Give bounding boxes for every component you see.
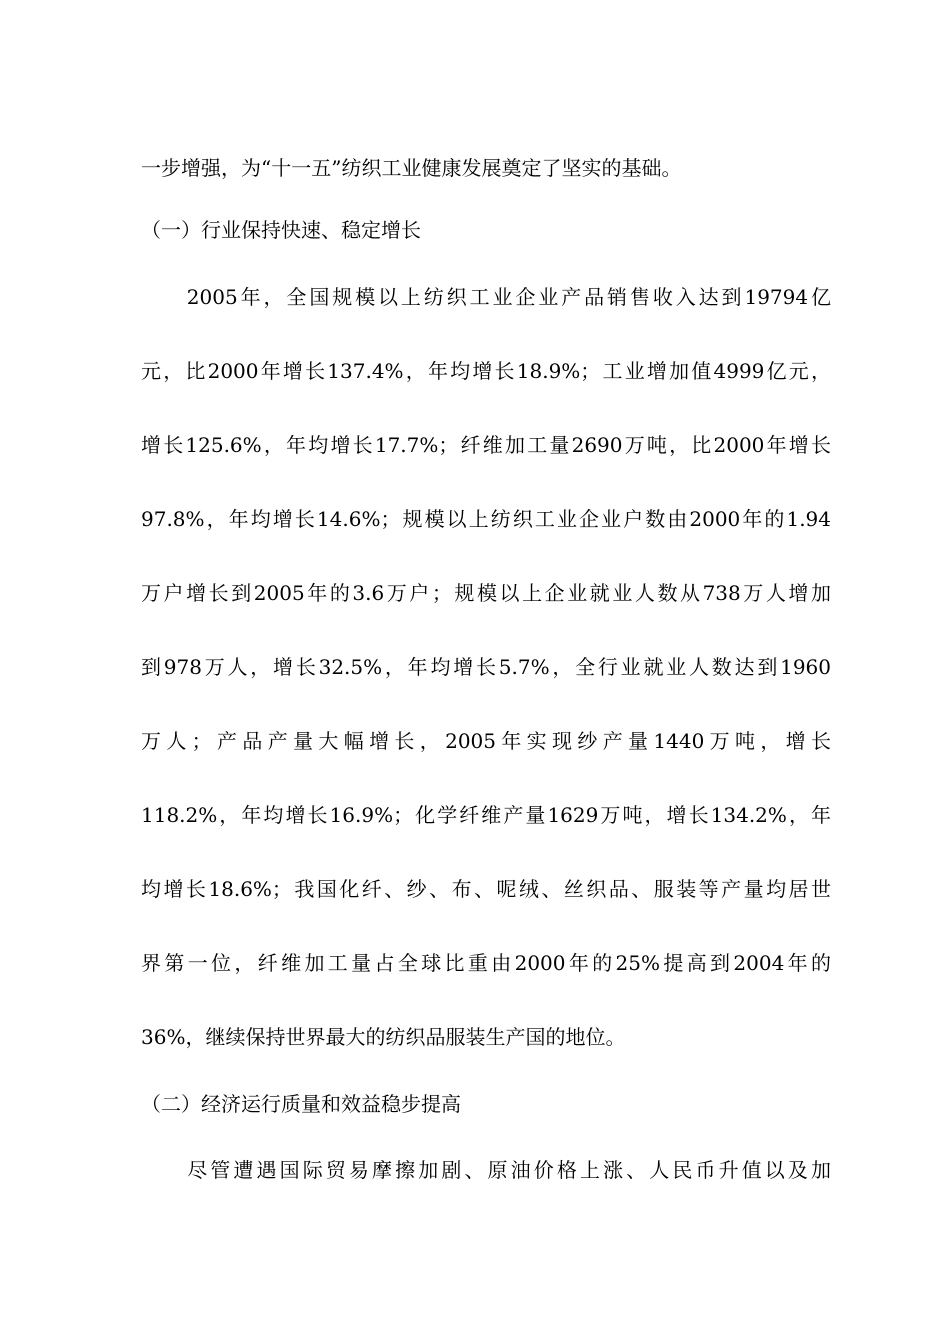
- paragraph-line: 增长125.6%，年均增长17.7%；纤维加工量2690万吨，比2000年增长: [141, 433, 831, 457]
- paragraph-line: 元，比2000年增长137.4%，年均增长18.9%；工业增加值4999亿元，: [141, 359, 831, 383]
- paragraph-line: 界第一位，纤维加工量占全球比重由2000年的25%提高到2004年的: [141, 951, 831, 975]
- paragraph-line: 2005年，全国规模以上纺织工业企业产品销售收入达到19794亿: [141, 285, 831, 309]
- section-heading-2: （二）经济运行质量和效益稳步提高: [141, 1092, 461, 1116]
- paragraph-line: 万人；产品产量大幅增长，2005年实现纱产量1440万吨，增长: [141, 729, 831, 753]
- paragraph-line: 万户增长到2005年的3.6万户；规模以上企业就业人数从738万人增加: [141, 581, 831, 605]
- paragraph-line: 均增长18.6%；我国化纤、纱、布、呢绒、丝织品、服装等产量均居世: [141, 877, 831, 901]
- section-heading-1: （一）行业保持快速、稳定增长: [141, 218, 421, 242]
- paragraph-line: 36%，继续保持世界最大的纺织品服装生产国的地位。: [141, 1025, 626, 1049]
- paragraph-line: 一步增强，为“十一五”纺织工业健康发展奠定了坚实的基础。: [141, 156, 682, 180]
- paragraph-line: 到978万人，增长32.5%，年均增长5.7%，全行业就业人数达到1960: [141, 655, 831, 679]
- paragraph-line: 97.8%，年均增长14.6%；规模以上纺织工业企业户数由2000年的1.94: [141, 507, 831, 531]
- paragraph-line: 尽管遭遇国际贸易摩擦加剧、原油价格上涨、人民币升值以及加: [141, 1158, 831, 1182]
- paragraph-line: 118.2%，年均增长16.9%；化学纤维产量1629万吨，增长134.2%，年: [141, 803, 831, 827]
